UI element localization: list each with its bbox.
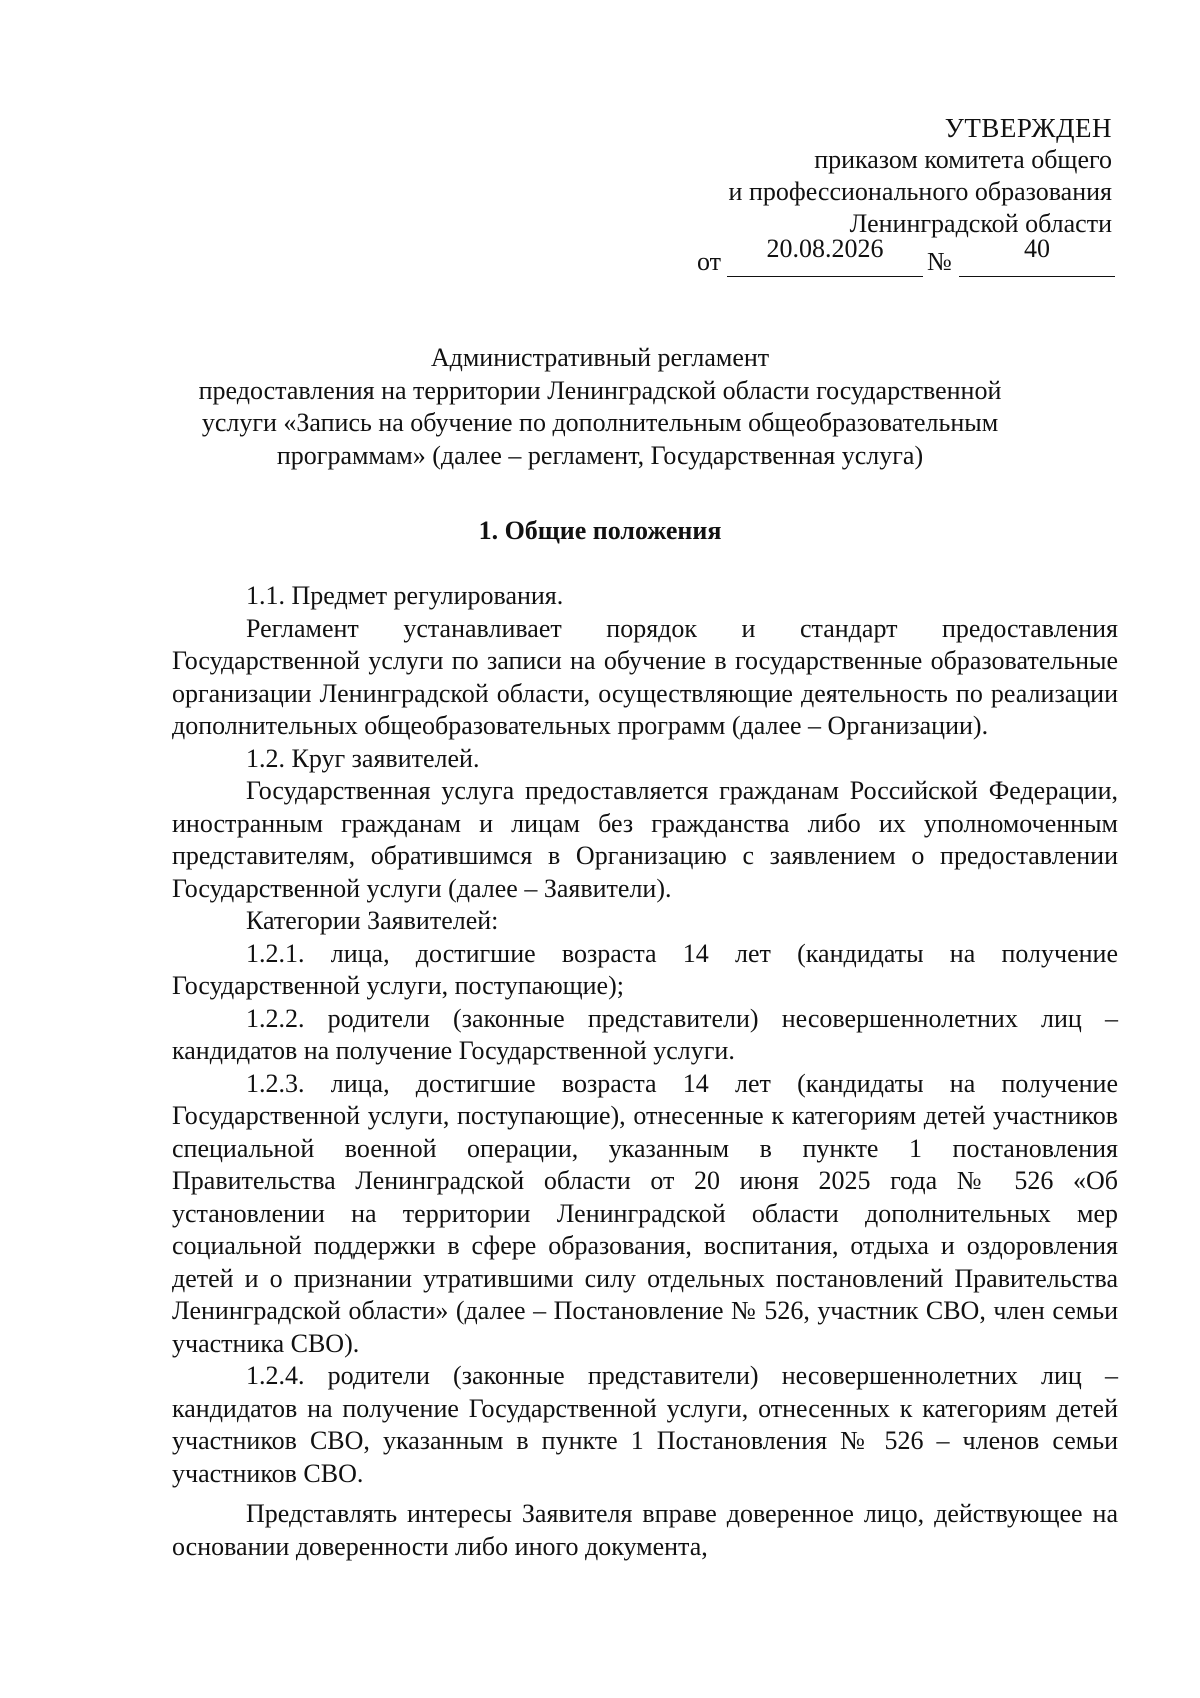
title-line-1: Административный регламент <box>430 343 770 372</box>
order-date-field <box>727 234 923 277</box>
section-body <box>172 580 1118 1563</box>
approval-line-2: и профессионального образования <box>728 177 1112 206</box>
order-date-number-line <box>697 234 1115 277</box>
date-label: от <box>697 247 722 276</box>
paragraph: Представлять интересы Заявителя вправе доверенное лицо, действующее на основании доверенности либо иного документа, <box>172 1499 1118 1561</box>
title-line-2: предоставления на территории Ленинградской области государственной <box>198 375 1002 405</box>
approved-stamp-text: УТВЕРЖДЕН <box>944 113 1112 143</box>
paragraph: 1.1. Предмет регулирования. <box>246 581 564 610</box>
paragraph: 1.2.1. лица, достигшие возраста 14 лет (кандидаты на получение Государственной услуги, поступающие); <box>172 938 1118 1000</box>
paragraph: 1.2.2. родители (законные представители) несовершеннолетних лиц – кандидатов на получение Государственной услуги. <box>172 1003 1118 1065</box>
paragraph: Государственная услуга предоставляется гражданам Российской Федерации, иностранным гражданам и лицам без гражданства либо их уполномоченным представителям, обратившимся в Организацию с заявлением о предоставлении Государственной услуги (далее – Заявители). <box>172 776 1118 903</box>
paragraph: 1.2. Круг заявителей. <box>246 743 480 773</box>
order-number-field <box>959 234 1115 277</box>
paragraph: 1.2.3. лица, достигшие возраста 14 лет (кандидаты на получение Государственной услуги, поступающие), отнесенные к категориям детей участников специальной военной операции, указанным в пункте 1 постановления Правительства Ленинградской области от 20 июня 2025 года № 526 «Об установлении на территории Ленинградской области дополнительных мер социальной поддержки в сфере образования, воспитания, отдыха и оздоровления детей и о признании утратившими силу отдельных постановлений Правительства Ленинградской области» (далее – Постановление № 526, участник СВО, член семьи участника СВО). <box>172 1068 1118 1358</box>
approval-block <box>652 112 1112 240</box>
paragraph: Регламент устанавливает порядок и стандарт предоставления Государственной услуги по записи на обучение в государственные образовательные организации Ленинградской области, осуществляющие деятельность по реализации дополнительных общеобразовательных программ (далее – Организации). <box>172 613 1118 740</box>
paragraph: 1.2.4. родители (законные представители) несовершеннолетних лиц – кандидатов на получение Государственной услуги, отнесенных к категориям детей участников СВО, указанным в пункте 1 Постановления № 526 – членов семьи участников СВО. <box>172 1361 1118 1488</box>
document-title <box>150 342 1050 472</box>
approval-line-1: приказом комитета общего <box>814 145 1112 174</box>
section-heading: 1. Общие положения <box>478 516 722 545</box>
number-label: № <box>927 247 952 276</box>
approval-line-3: Ленинградской области <box>849 209 1112 238</box>
order-number-value: 40 <box>1024 234 1050 263</box>
paragraph: Категории Заявителей: <box>246 906 499 935</box>
title-line-3: услуги «Запись на обучение по дополнительным общеобразовательным <box>201 408 999 437</box>
order-date-value: 20.08.2026 <box>766 234 884 263</box>
title-line-4: программам» (далее – регламент, Государственная услуга) <box>276 440 924 470</box>
